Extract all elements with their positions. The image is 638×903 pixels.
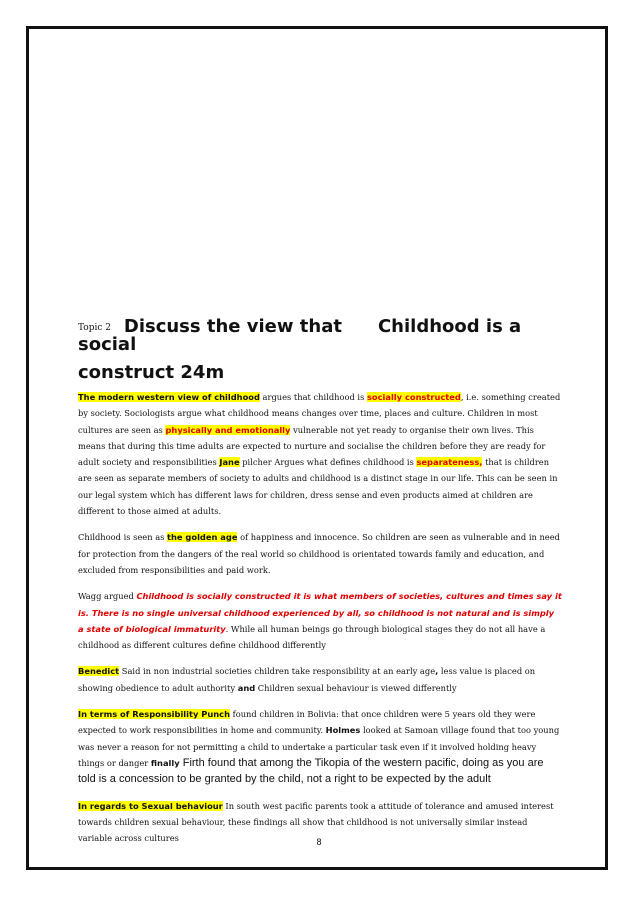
- heading-part-1: Discuss the view that: [123, 316, 342, 337]
- bold-text: and: [237, 682, 256, 693]
- highlight-red: separateness,: [416, 457, 483, 468]
- text: of happiness and innocence. So children are seen as vulnerable and in need for protection from the dangers of the real world so childhood is orientated towards family and education, and excluded from responsibilities and paid work.: [78, 532, 560, 575]
- text: Said in non industrial societies children take responsibility at an early age: [119, 666, 436, 677]
- paragraph-5: [78, 706, 562, 787]
- heading-part-3: construct 24m: [78, 362, 225, 383]
- heading: [78, 318, 562, 354]
- text: looked at Samoan village found that too young was never a reason for not permitting a child to undertake a particular task even if it involved holding heavy things or danger: [78, 725, 560, 768]
- paragraph-3: [78, 588, 562, 653]
- highlight: Benedict: [78, 666, 120, 677]
- highlight: In regards to Sexual behaviour: [78, 800, 223, 811]
- bold-text: finally: [150, 757, 180, 768]
- text: found children in Bolivia: that once children were 5 years old they were expected to work responsibilities in home and community.: [78, 709, 536, 736]
- highlight: In terms of Responsibility Punch: [78, 709, 230, 720]
- text: pilcher Argues what defines childhood is: [239, 457, 417, 468]
- quote-red: Childhood is socially constructed it is what members of societies, cultures and times say it is. There is no single universal childhood experienced by all, so childhood is not natural and is simply a state of biological immaturity: [78, 591, 562, 634]
- bold-text: Holmes: [325, 725, 361, 736]
- text: . While all human beings go through biological stages they do not all have a childhood as different cultures define childhood differently: [78, 623, 546, 651]
- paragraph-4: [78, 663, 562, 696]
- text-sans: Firth found that among the Tikopia of the western pacific, doing as you are told is a concession to be granted by the child, not a right to be expected by the adult: [78, 756, 544, 786]
- text: argues that childhood is: [259, 392, 367, 402]
- highlight: the golden age: [167, 532, 238, 543]
- heading-part-2: Childhood is a social: [78, 316, 522, 355]
- topic-label: Topic 2: [78, 323, 111, 333]
- text: less value is placed on showing obedience to adult authority: [78, 666, 536, 693]
- page-number: 8: [316, 837, 322, 847]
- paragraph-1: [78, 389, 562, 519]
- highlight: The modern western view of childhood: [78, 392, 260, 402]
- text: that is children are seen as separate members of society to adults and childhood is a distinct stage in our life. This can be seen in our legal system which has different laws for children, dress sense and even products aimed at children are different to those aimed at adults.: [78, 457, 558, 517]
- document-body: [78, 318, 562, 856]
- text: Wagg argued: [78, 591, 137, 602]
- text: , i.e. something created by society. Sociologists argue what childhood means changes over time, places and culture. Children in most cultures are seen as: [78, 392, 561, 435]
- text: vulnerable not yet ready to organise their own lives. This means that during this time adults are expected to nurture and socialise the children before they are ready for adult society and responsibilities: [78, 424, 546, 468]
- highlight: Jane: [219, 457, 240, 468]
- text: Children sexual behaviour is viewed differently: [255, 682, 457, 693]
- text: Childhood is seen as: [78, 532, 168, 543]
- text: In south west pacific parents took a attitude of tolerance and amused interest towards children sexual behaviour, these findings all show that childhood is not universally similar instead variable across cultures: [78, 800, 554, 844]
- highlight-red: socially constructed: [366, 392, 461, 402]
- paragraph-2: [78, 529, 562, 578]
- highlight-red: physically and emotionally: [165, 424, 291, 435]
- bold-text: ,: [435, 666, 439, 677]
